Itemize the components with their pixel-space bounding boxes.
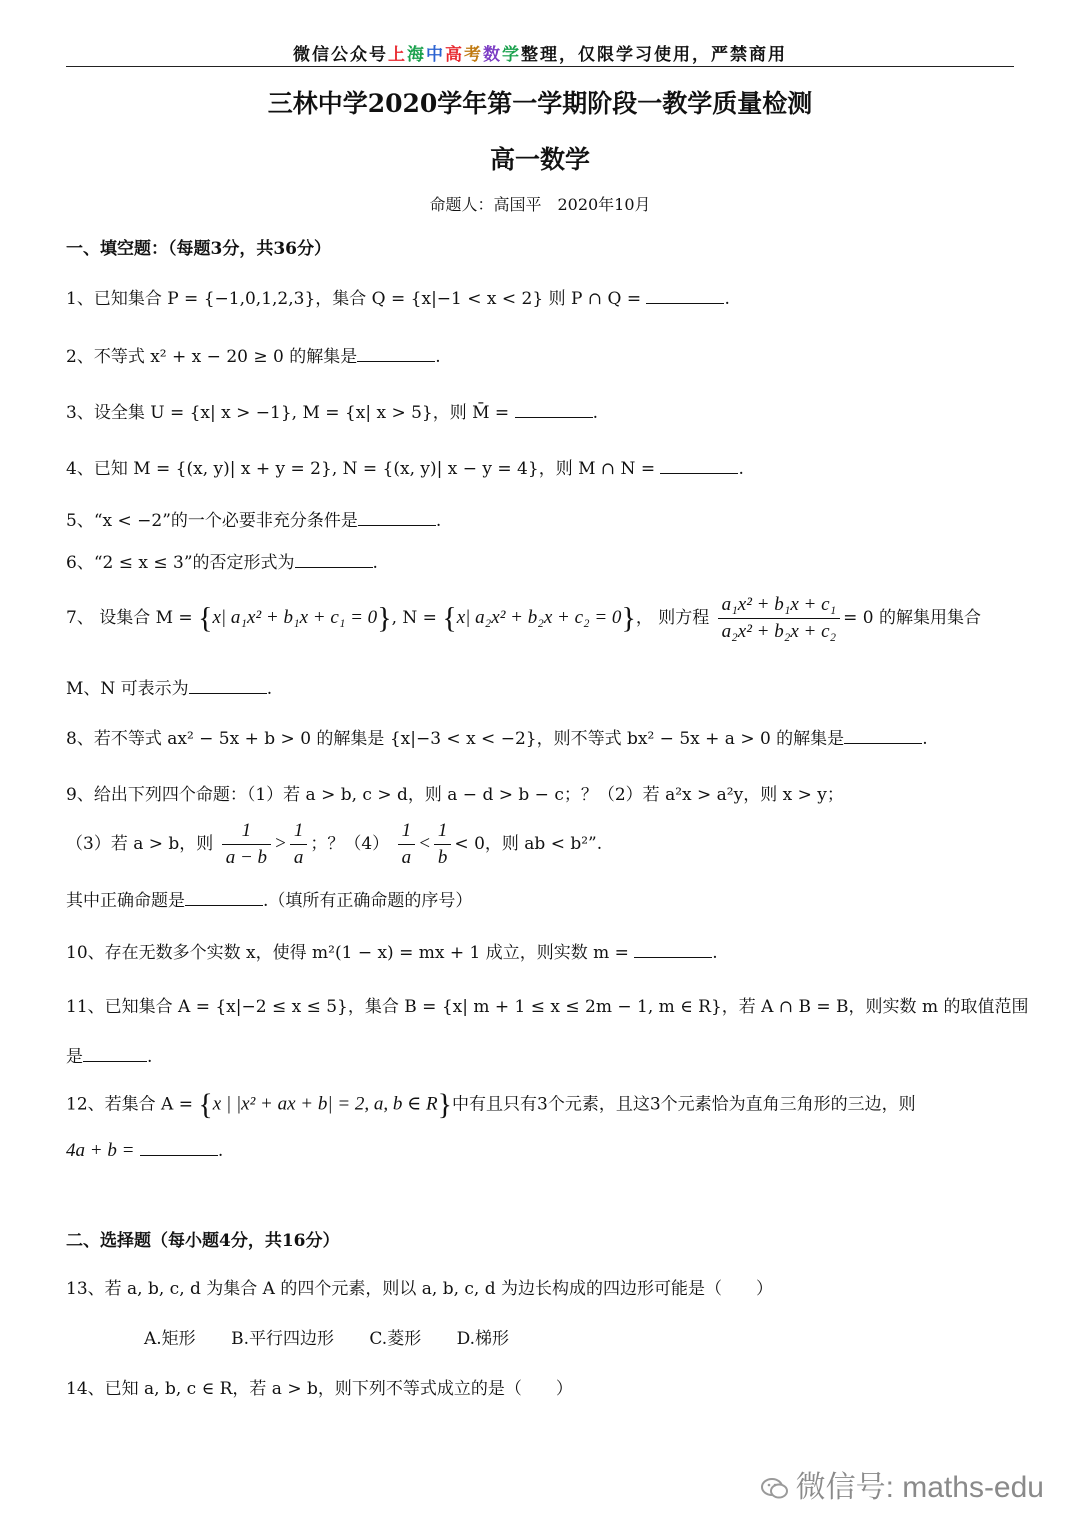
question-text: 7、 设集合 M = — [66, 608, 193, 628]
brand-char: 高 — [445, 45, 464, 65]
question-12 — [66, 1088, 916, 1122]
denominator: a — [401, 847, 412, 868]
question-11-continued — [66, 1042, 152, 1067]
period: . — [435, 511, 442, 531]
period: . — [266, 679, 273, 699]
question-5 — [66, 506, 441, 531]
answer-blank — [83, 1047, 147, 1062]
numerator: a₁x² + b₁x + c₁ — [718, 594, 840, 619]
exam-author: 命题人：高国平 2020年10月 — [429, 195, 651, 214]
question-3 — [66, 398, 598, 423]
answer-blank — [357, 347, 435, 362]
question-text: .（填所有正确命题的序号） — [263, 891, 473, 911]
question-text: 12、若集合 A = — [66, 1094, 193, 1115]
question-11 — [66, 992, 1028, 1017]
answer-blank — [515, 403, 593, 418]
header-rule — [66, 66, 1014, 67]
question-text: 10、存在无数多个实数 x，使得 m²(1 − x) = mx + 1 成立，则实数 m = — [66, 943, 629, 963]
question-text: 8、若不等式 ax² − 5x + b > 0 的解集是 {x|−3 < x < −2}，则不等式 bx² − 5x + a > 0 的解集是 — [66, 729, 845, 749]
brace-left: { — [198, 601, 213, 635]
brand-char: 海 — [407, 45, 426, 65]
brace-left: { — [442, 601, 457, 635]
denominator: a − b — [225, 847, 268, 868]
question-text: = 0 的解集用集合 — [843, 608, 981, 628]
question-7-continued — [66, 674, 272, 699]
brace-left: { — [198, 1088, 213, 1121]
question-text: 1、已知集合 P = {−1,0,1,2,3}，集合 Q = {x|−1 < x < 2} 则 P ∩ Q = — [66, 289, 642, 309]
question-1 — [66, 284, 730, 309]
question-text: （3）若 a > b，则 — [66, 834, 214, 854]
question-text: 5、“x < −2”的一个必要非充分条件是 — [66, 511, 358, 531]
period: . — [435, 347, 441, 367]
answer-blank — [646, 289, 724, 304]
question-13-options — [144, 1324, 539, 1349]
exam-title: 三林中学2020学年第一学期阶段一教学质量检测 — [267, 89, 813, 118]
period: . — [372, 553, 378, 573]
denominator: b — [437, 847, 448, 868]
set-expression: x| a₁x² + b₁x + c₁ = 0 — [212, 607, 378, 628]
question-13 — [66, 1274, 773, 1299]
question-text: 6、“2 ≤ x ≤ 3”的否定形式为 — [66, 553, 295, 573]
header-suffix: 整理，仅限学习使用，严禁商用 — [521, 45, 787, 65]
answer-blank — [634, 943, 712, 958]
fraction — [398, 820, 416, 869]
period: . — [738, 459, 744, 479]
brace-right: } — [377, 601, 392, 635]
exam-subject: 高一数学 — [489, 145, 590, 174]
question-12-continued — [66, 1140, 223, 1162]
question-text: 14、已知 a, b, c ∈ R，若 a > b，则下列不等式成立的是（ ） — [66, 1379, 573, 1399]
option-c: C.菱形 — [369, 1329, 422, 1349]
question-text: 3、设全集 U = {x| x > −1}, M = {x| x > 5}，则 M̄ = — [66, 403, 510, 423]
denominator: a — [293, 847, 304, 868]
question-6 — [66, 548, 378, 573]
brand-char: 考 — [464, 45, 483, 65]
answer-blank — [358, 511, 436, 526]
question-text: 13、若 a, b, c, d 为集合 A 的四个元素，则以 a, b, c, d 为边长构成的四边形可能是（ ） — [66, 1279, 774, 1299]
question-9 — [66, 780, 844, 805]
option-d: D.梯形 — [456, 1329, 510, 1349]
question-14 — [66, 1374, 573, 1399]
period: . — [217, 1141, 224, 1161]
numerator: 1 — [222, 820, 271, 845]
section-fill-in: 一、填空题：（每题3分，共36分） — [66, 239, 331, 259]
brand-char: 上 — [388, 45, 407, 65]
answer-blank — [844, 729, 922, 744]
question-text: ；？（4） — [310, 834, 390, 854]
fraction — [290, 820, 308, 869]
greater-sign: > — [274, 833, 287, 854]
question-text: 4a + b = — [66, 1140, 135, 1161]
numerator: 1 — [398, 820, 416, 845]
question-8 — [66, 724, 928, 749]
period: . — [712, 943, 718, 963]
numerator: 1 — [290, 820, 308, 845]
numerator: 1 — [434, 820, 452, 845]
less-sign: < — [418, 833, 431, 854]
header-prefix: 微信公众号 — [293, 45, 388, 65]
brace-right: } — [621, 601, 636, 635]
period: . — [592, 403, 598, 423]
answer-blank — [185, 891, 263, 906]
question-text: , N = — [391, 608, 437, 628]
brace-right: } — [437, 1088, 452, 1121]
question-text: 其中正确命题是 — [66, 891, 185, 911]
period: . — [922, 729, 928, 749]
wechat-icon — [760, 1476, 790, 1502]
question-text: 9、给出下列四个命题：（1）若 a > b, c > d，则 a − d > b − c；？（2）若 a²x > a²y，则 x > y； — [66, 785, 844, 805]
period: . — [147, 1047, 153, 1067]
question-text: M、N 可表示为 — [66, 679, 189, 699]
brand-char: 数 — [483, 45, 502, 65]
question-text: 2、不等式 x² + x − 20 ≥ 0 的解集是 — [66, 347, 358, 367]
fraction — [434, 820, 452, 869]
question-text: 4、已知 M = {(x, y)| x + y = 2}, N = {(x, y)| x − y = 4}，则 M ∩ N = — [66, 459, 656, 479]
source-header — [0, 40, 1080, 65]
question-9-line-3 — [66, 886, 472, 911]
answer-blank — [660, 459, 738, 474]
question-10 — [66, 938, 718, 963]
question-text: < 0，则 ab < b²”. — [454, 834, 603, 854]
answer-blank — [140, 1141, 218, 1156]
watermark-text: 微信号: maths-edu — [795, 1471, 1044, 1504]
wechat-watermark — [760, 1462, 1044, 1506]
fraction — [222, 820, 271, 869]
period: . — [724, 289, 730, 309]
question-text: ， 则方程 — [635, 608, 710, 628]
section-multiple-choice: 二、选择题（每小题4分，共16分） — [66, 1231, 340, 1251]
brand-name — [388, 45, 521, 65]
denominator: a₂x² + b₂x + c₂ — [721, 621, 837, 642]
brand-char: 中 — [426, 45, 445, 65]
set-expression: x | |x² + ax + b| = 2, a, b ∈ R — [212, 1093, 438, 1115]
question-text: 是 — [66, 1047, 83, 1067]
brand-char: 学 — [502, 45, 521, 65]
question-7 — [66, 594, 981, 643]
question-text: 中有且只有3个元素，且这3个元素恰为直角三角形的三边，则 — [452, 1094, 916, 1115]
question-4 — [66, 454, 744, 479]
set-expression: x| a₂x² + b₂x + c₂ = 0 — [456, 607, 622, 628]
question-2 — [66, 342, 441, 367]
question-9-line-2 — [66, 820, 602, 869]
answer-blank — [295, 553, 373, 568]
fraction — [718, 594, 840, 643]
option-a: A.矩形 — [144, 1329, 196, 1349]
option-b: B.平行四边形 — [231, 1329, 334, 1349]
question-text: 11、已知集合 A = {x|−2 ≤ x ≤ 5}，集合 B = {x| m + 1 ≤ x ≤ 2m − 1, m ∈ R}，若 A ∩ B = B，则实数 m 的取值范围 — [66, 997, 1029, 1017]
answer-blank — [189, 679, 267, 694]
